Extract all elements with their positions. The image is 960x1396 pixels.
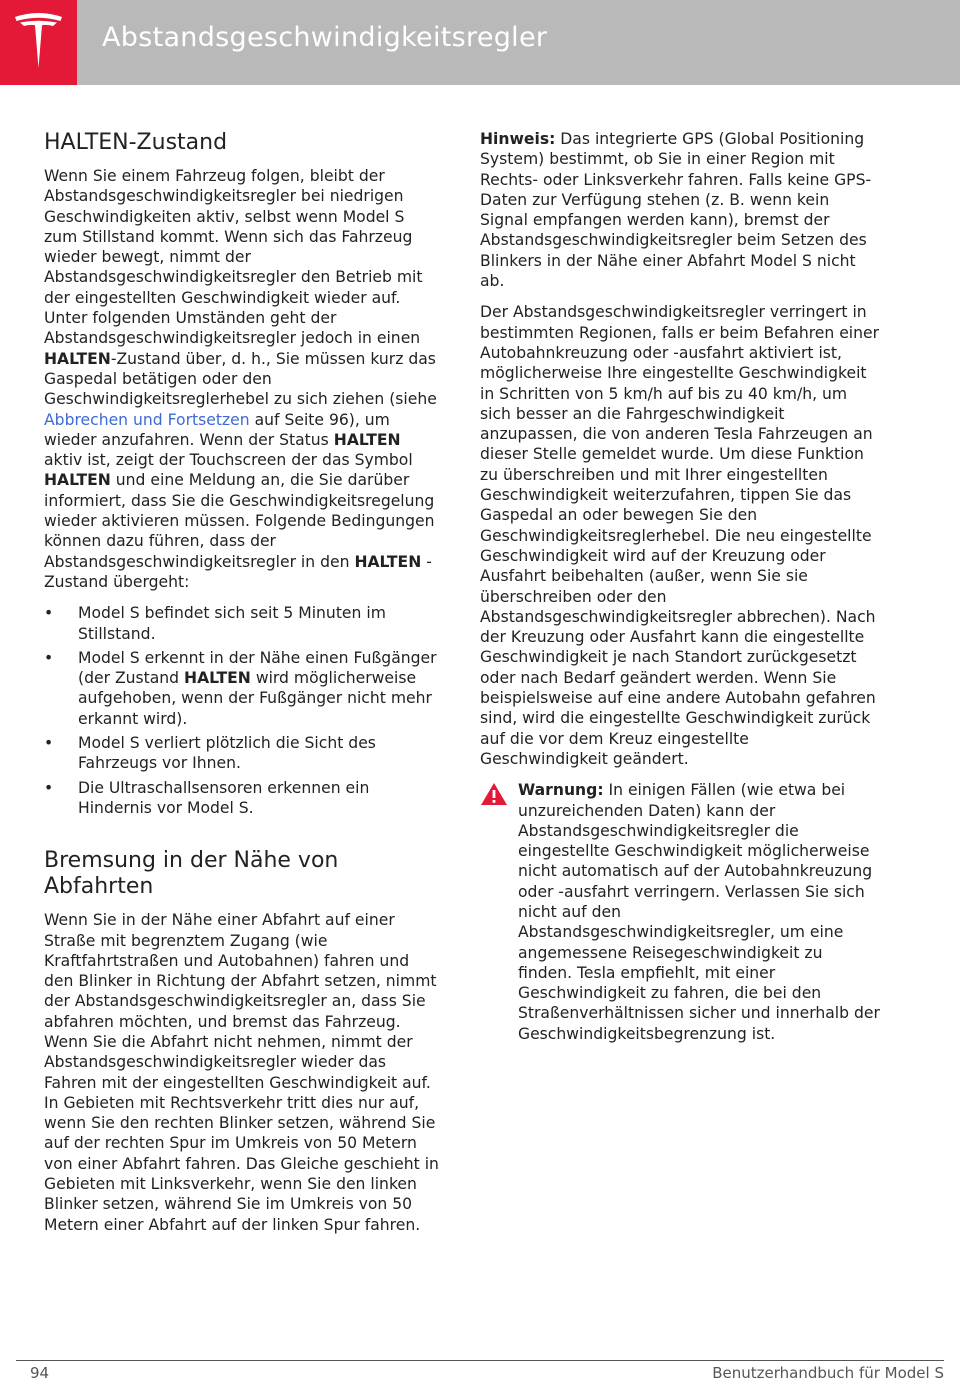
text-span: Wenn Sie einem Fahrzeug folgen, bleibt der Abstandsgeschwindigkeitsregler bei niedrigen Geschwindigkeiten aktiv, selbst wenn Model S zum Stillstand kommt. Wenn sich das Fahrzeug wieder bewegt, nimmt der Abstandsgeschwindigkeitsregler den Betrieb mit der eingestellten Geschwindigkeit wieder auf. Unter folgenden Umständen geht der Abstandsgeschwindigkeitsregler jedoch in einen xyxy=(44,167,423,348)
right-column xyxy=(480,129,880,1044)
halten-label: HALTEN xyxy=(333,430,401,449)
text-span: und eine Meldung an, die Sie darüber informiert, dass Sie die Geschwindigkeitsregelung wieder aktivieren müssen. Folgende Bedingungen können dazu führen, dass der Abstandsgeschwindigkeitsregler in den xyxy=(44,471,435,571)
warning-box xyxy=(480,780,880,1044)
text-span: -Zustand über, d. h., Sie müssen kurz das Gaspedal betätigen oder den Geschwindigkeitsreglerhebel zu sich ziehen (siehe xyxy=(44,349,437,409)
warning-icon xyxy=(480,782,508,806)
bremsung-paragraph: Wenn Sie in der Nähe einer Abfahrt auf einer Straße mit begrenztem Zugang (wie Kraftfahrtstraßen und Autobahnen) fahren und den Blinker in Richtung der Abfahrt setzen, nimmt der Abstandsgeschwindigkeitsregler an, dass Sie abfahren möchten, und bremst das Fahrzeug. Wenn Sie die Abfahrt nicht nehmen, nimmt der Abstandsgeschwindigkeitsregler wieder das Fahren mit der eingestellten Geschwindigkeit auf. In Gebieten mit Rechtsverkehr tritt dies nur auf, wenn Sie den rechten Blinker setzen, während Sie auf der rechten Spur im Umkreis von 50 Metern von einer Abfahrt fahren. Das Gleiche geschieht in Gebieten mit Linksverkehr, wenn Sie den linken Blinker setzen, während Sie im Umkreis von 50 Metern einer Abfahrt auf der linken Spur fahren. xyxy=(44,911,439,1234)
text-span: Model S erkennt in der Nähe einen Fußgänger (der Zustand xyxy=(78,648,437,688)
tesla-logo xyxy=(0,0,77,85)
footer-title: Benutzerhandbuch für Model S xyxy=(712,1364,944,1382)
list-item xyxy=(44,648,439,729)
warning-text: In einigen Fällen (wie etwa bei unzureichenden Daten) kann der Abstandsgeschwindigkeitsregler die eingestellte Geschwindigkeit möglicherweise nicht automatisch auf der Autobahnkreuzung oder -ausfahrt verringern. Verlassen Sie sich nicht auf den Abstandsgeschwindigkeitsregler, um eine angemessene Reisegeschwindigkeit zu finden. Tesla empfiehlt, mit einer Geschwindigkeit zu fahren, die bei den Straßenverhältnissen sicher und innerhalb der Geschwindigkeitsbegrenzung ist. xyxy=(518,781,880,1043)
link-abbrechen-fortsetzen[interactable]: Abbrechen und Fortsetzen xyxy=(44,410,250,429)
page-header xyxy=(0,0,960,85)
warning-label: Warnung: xyxy=(518,781,604,800)
halten-label: HALTEN xyxy=(354,552,422,571)
page-number: 94 xyxy=(30,1364,50,1382)
text-span: wird möglicherweise aufgehoben, wenn der Fußgänger nicht mehr erkannt wird). xyxy=(78,669,432,728)
conditions-list xyxy=(44,603,439,818)
footer-divider xyxy=(16,1360,944,1361)
speed-adjust-paragraph: Der Abstandsgeschwindigkeitsregler verringert in bestimmten Regionen, falls er beim Befahren einer Autobahnkreuzung oder -ausfahrt aktiviert ist, möglicherweise Ihre eingestellte Geschwindigkeit in Schritten von 5 km/h auf bis zu 40 km/h, um sich besser an die Fahrgeschwindigkeit anzupassen, die von anderen Tesla Fahrzeugen an dieser Stelle gemeldet wurde. Um diese Funktion zu überschreiben und mit Ihrer eingestellten Geschwindigkeit weiterzufahren, tippen Sie das Gaspedal an oder bewegen Sie den Geschwindigkeitsreglerhebel. Die neu eingestellte Geschwindigkeit wird auf der Kreuzung oder Ausfahrt beibehalten (außer, wenn Sie sie überschreiben oder den Abstandsgeschwindigkeitsregler abbrechen). Nach der Kreuzung oder Ausfahrt kann die eingestellte Geschwindigkeit je nach Standort zurückgesetzt oder nach Bedarf geändert werden. Wenn Sie beispielsweise auf eine andere Autobahn gefahren sind, wird die eingestellte Geschwindigkeit zurück auf die vor dem Kreuz eingestellte Geschwindigkeit geändert. xyxy=(480,303,880,768)
text-span: aktiv ist, zeigt der Touchscreen der das Symbol xyxy=(44,451,413,470)
halten-label: HALTEN xyxy=(44,471,111,490)
gps-note xyxy=(480,129,880,291)
page-title: Abstandsgeschwindigkeitsregler xyxy=(102,22,548,53)
left-column xyxy=(44,130,439,1246)
text-span: auf Seite 96), um wieder anzufahren. Wenn der Status xyxy=(44,410,390,449)
list-item: • Model S befindet sich seit 5 Minuten im Stillstand. xyxy=(44,603,439,644)
note-label: Hinweis: xyxy=(480,130,556,148)
list-item: • Die Ultraschallsensoren erkennen ein Hindernis vor Model S. xyxy=(44,778,439,819)
halten-label: HALTEN xyxy=(184,669,251,688)
text-span: -Zustand übergeht: xyxy=(44,552,432,591)
halten-label: HALTEN xyxy=(44,349,111,368)
section-heading-bremsung: Bremsung in der Nähe von Abfahrten xyxy=(44,848,339,900)
halten-paragraph xyxy=(44,166,439,592)
tesla-logo-icon xyxy=(13,13,64,71)
list-item: • Model S verliert plötzlich die Sicht des Fahrzeugs vor Ihnen. xyxy=(44,733,439,774)
note-text: Das integrierte GPS (Global Positioning System) bestimmt, ob Sie in einer Region mit Rechts- oder Linksverkehr fahren. Falls keine GPS-Daten zur Verfügung stehen (z. B. wenn kein Signal empfangen werden kann), bremst der Abstandsgeschwindigkeitsregler beim Setzen des Blinkers in der Nähe einer Abfahrt Model S nicht ab. xyxy=(480,130,872,291)
section-heading-halten: HALTEN-Zustand xyxy=(44,130,228,155)
